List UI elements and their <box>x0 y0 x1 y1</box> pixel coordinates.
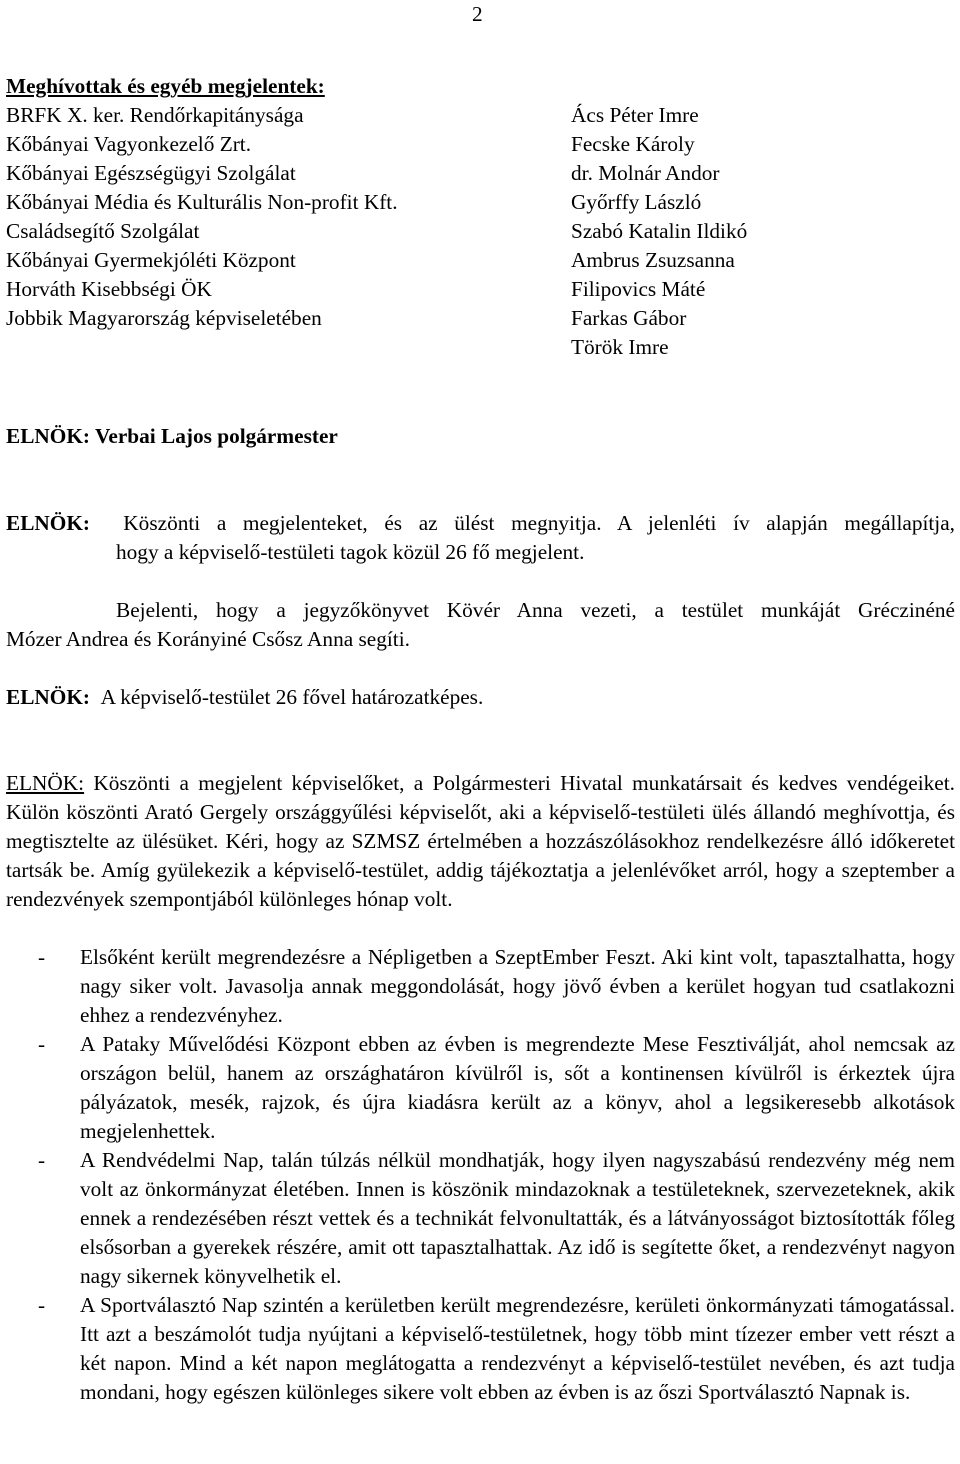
list-item <box>6 1030 955 1146</box>
event-text: A Pataky Művelődési Központ ebben az évben is megrendezte Mese Fesztiválját, ahol nemcsak az országon belül, hanem az országhatáron kívülről is, sőt a kontinensen kívülről is érkeztek újra pályázatok, mesék, rajzok, és újra kiadásra került az a könyv, ahol a legsikeresebb alkotások megjelenhettek. <box>80 1032 955 1143</box>
list-item: BRFK X. ker. Rendőrkapitánysága <box>6 103 304 127</box>
invited-persons-list <box>571 101 747 362</box>
list-item: Kőbányai Gyermekjóléti Központ <box>6 248 296 272</box>
recorder-line-1: Bejelenti, hogy a jegyzőkönyvet Kövér Anna vezeti, a testület munkáját Gréczinéné <box>116 598 955 622</box>
recorder-paragraph <box>6 596 955 654</box>
list-item: Horváth Kisebbségi ÖK <box>6 277 212 301</box>
list-item: Kőbányai Egészségügyi Szolgálat <box>6 161 296 185</box>
events-list <box>6 943 955 1407</box>
bullet-dash: - <box>38 1032 46 1056</box>
list-item: Ambrus Zsuzsanna <box>571 248 735 272</box>
bullet-dash: - <box>38 1148 46 1172</box>
speaker-label: ELNÖK: <box>6 685 91 709</box>
quorum-paragraph <box>6 683 955 712</box>
list-item: dr. Molnár Andor <box>571 161 720 185</box>
list-item: Filipovics Máté <box>571 277 706 301</box>
list-item: Fecske Károly <box>571 132 695 156</box>
list-item: Török Imre <box>571 335 669 359</box>
list-item <box>6 1291 955 1407</box>
opening-line-2: hogy a képviselő-testületi tagok közül 26 fő megjelent. <box>116 540 585 564</box>
list-item: Kőbányai Vagyonkezelő Zrt. <box>6 132 252 156</box>
list-item: Győrffy László <box>571 190 702 214</box>
list-item: Kőbányai Média és Kulturális Non-profit Kft. <box>6 190 398 214</box>
list-item <box>6 1146 955 1291</box>
list-item <box>6 943 955 1030</box>
opening-line-1: Köszönti a megjelenteket, és az ülést megnyitja. A jelenléti ív alapján megállapítja, <box>123 511 955 535</box>
list-item: Szabó Katalin Ildikó <box>571 219 748 243</box>
welcome-text: Köszönti a megjelent képviselőket, a Polgármesteri Hivatal munkatársait és kedves vendégeiket. Külön köszönti Arató Gergely országgyűlési képviselőt, aki a képviselő-testületi ülés állandó meghívottja, és megtisztelte az ülésüket. Kéri, hogy az SZMSZ értelmében a hozzászólásokhoz rendelkezésre álló időkeretet tartsák be. Amíg gyülekezik a képviselő-testület, addig tájékoztatja a jelenlévőket arról, hogy a szeptember a rendezvények szempontjából különleges hónap volt. <box>6 771 956 911</box>
speaker-label: ELNÖK: <box>6 771 85 795</box>
page-number: 2 <box>472 2 483 26</box>
list-item: Családsegítő Szolgálat <box>6 219 200 243</box>
event-text: Elsőként került megrendezésre a Népligetben a SzeptEmber Feszt. Aki kint volt, tapasztalhatta, hogy nagy siker volt. Javasolja annak meggondolását, hogy jövő évben a kerület hogyan tud csatlakozni ehhez a rendezvényhez. <box>80 945 955 1027</box>
list-item: Jobbik Magyarország képviseletében <box>6 306 322 330</box>
event-text: A Sportválasztó Nap szintén a kerületben került megrendezésre, kerületi önkormányzati támogatással. Itt azt a beszámolót tudja nyújtani a képviselő-testületnek, hogy több mint tízezer ember vett részt a két napon. Mind a két napon meglátogatta a rendezvényt a képviselő-testület nevében, és azt tudja mondani, hogy egészen különleges sikere volt ebben az évben is az őszi Sportválasztó Napnak is. <box>80 1293 955 1404</box>
bullet-dash: - <box>38 945 46 969</box>
invited-heading: Meghívottak és egyéb megjelentek: <box>6 74 325 98</box>
welcome-paragraph <box>6 769 955 914</box>
bullet-dash: - <box>38 1293 46 1317</box>
chair-heading: ELNÖK: Verbai Lajos polgármester <box>6 424 338 448</box>
list-item: Ács Péter Imre <box>571 103 699 127</box>
recorder-line-2: Mózer Andrea és Korányiné Csősz Anna segíti. <box>6 627 410 651</box>
list-item: Farkas Gábor <box>571 306 687 330</box>
invited-organizations-list <box>6 101 398 333</box>
quorum-text: A képviselő-testület 26 fővel határozatképes. <box>100 685 484 709</box>
event-text: A Rendvédelmi Nap, talán túlzás nélkül mondhatják, hogy ilyen nagyszabású rendezvény még nem volt az önkormányzat életében. Innen is köszönik mindazoknak a testületeknek, szervezeteknek, akik ennek a rendezésében részt vettek és a technikát felvonultatták, és a látványosságot biztosították főleg elsősorban a gyerekek részére, amit ott tapasztalhattak. Az idő is segítette őket, a rendezvényt nagyon nagy sikernek könyvelhetik el. <box>80 1148 955 1288</box>
speaker-label: ELNÖK: <box>6 511 91 535</box>
opening-paragraph <box>6 509 955 567</box>
